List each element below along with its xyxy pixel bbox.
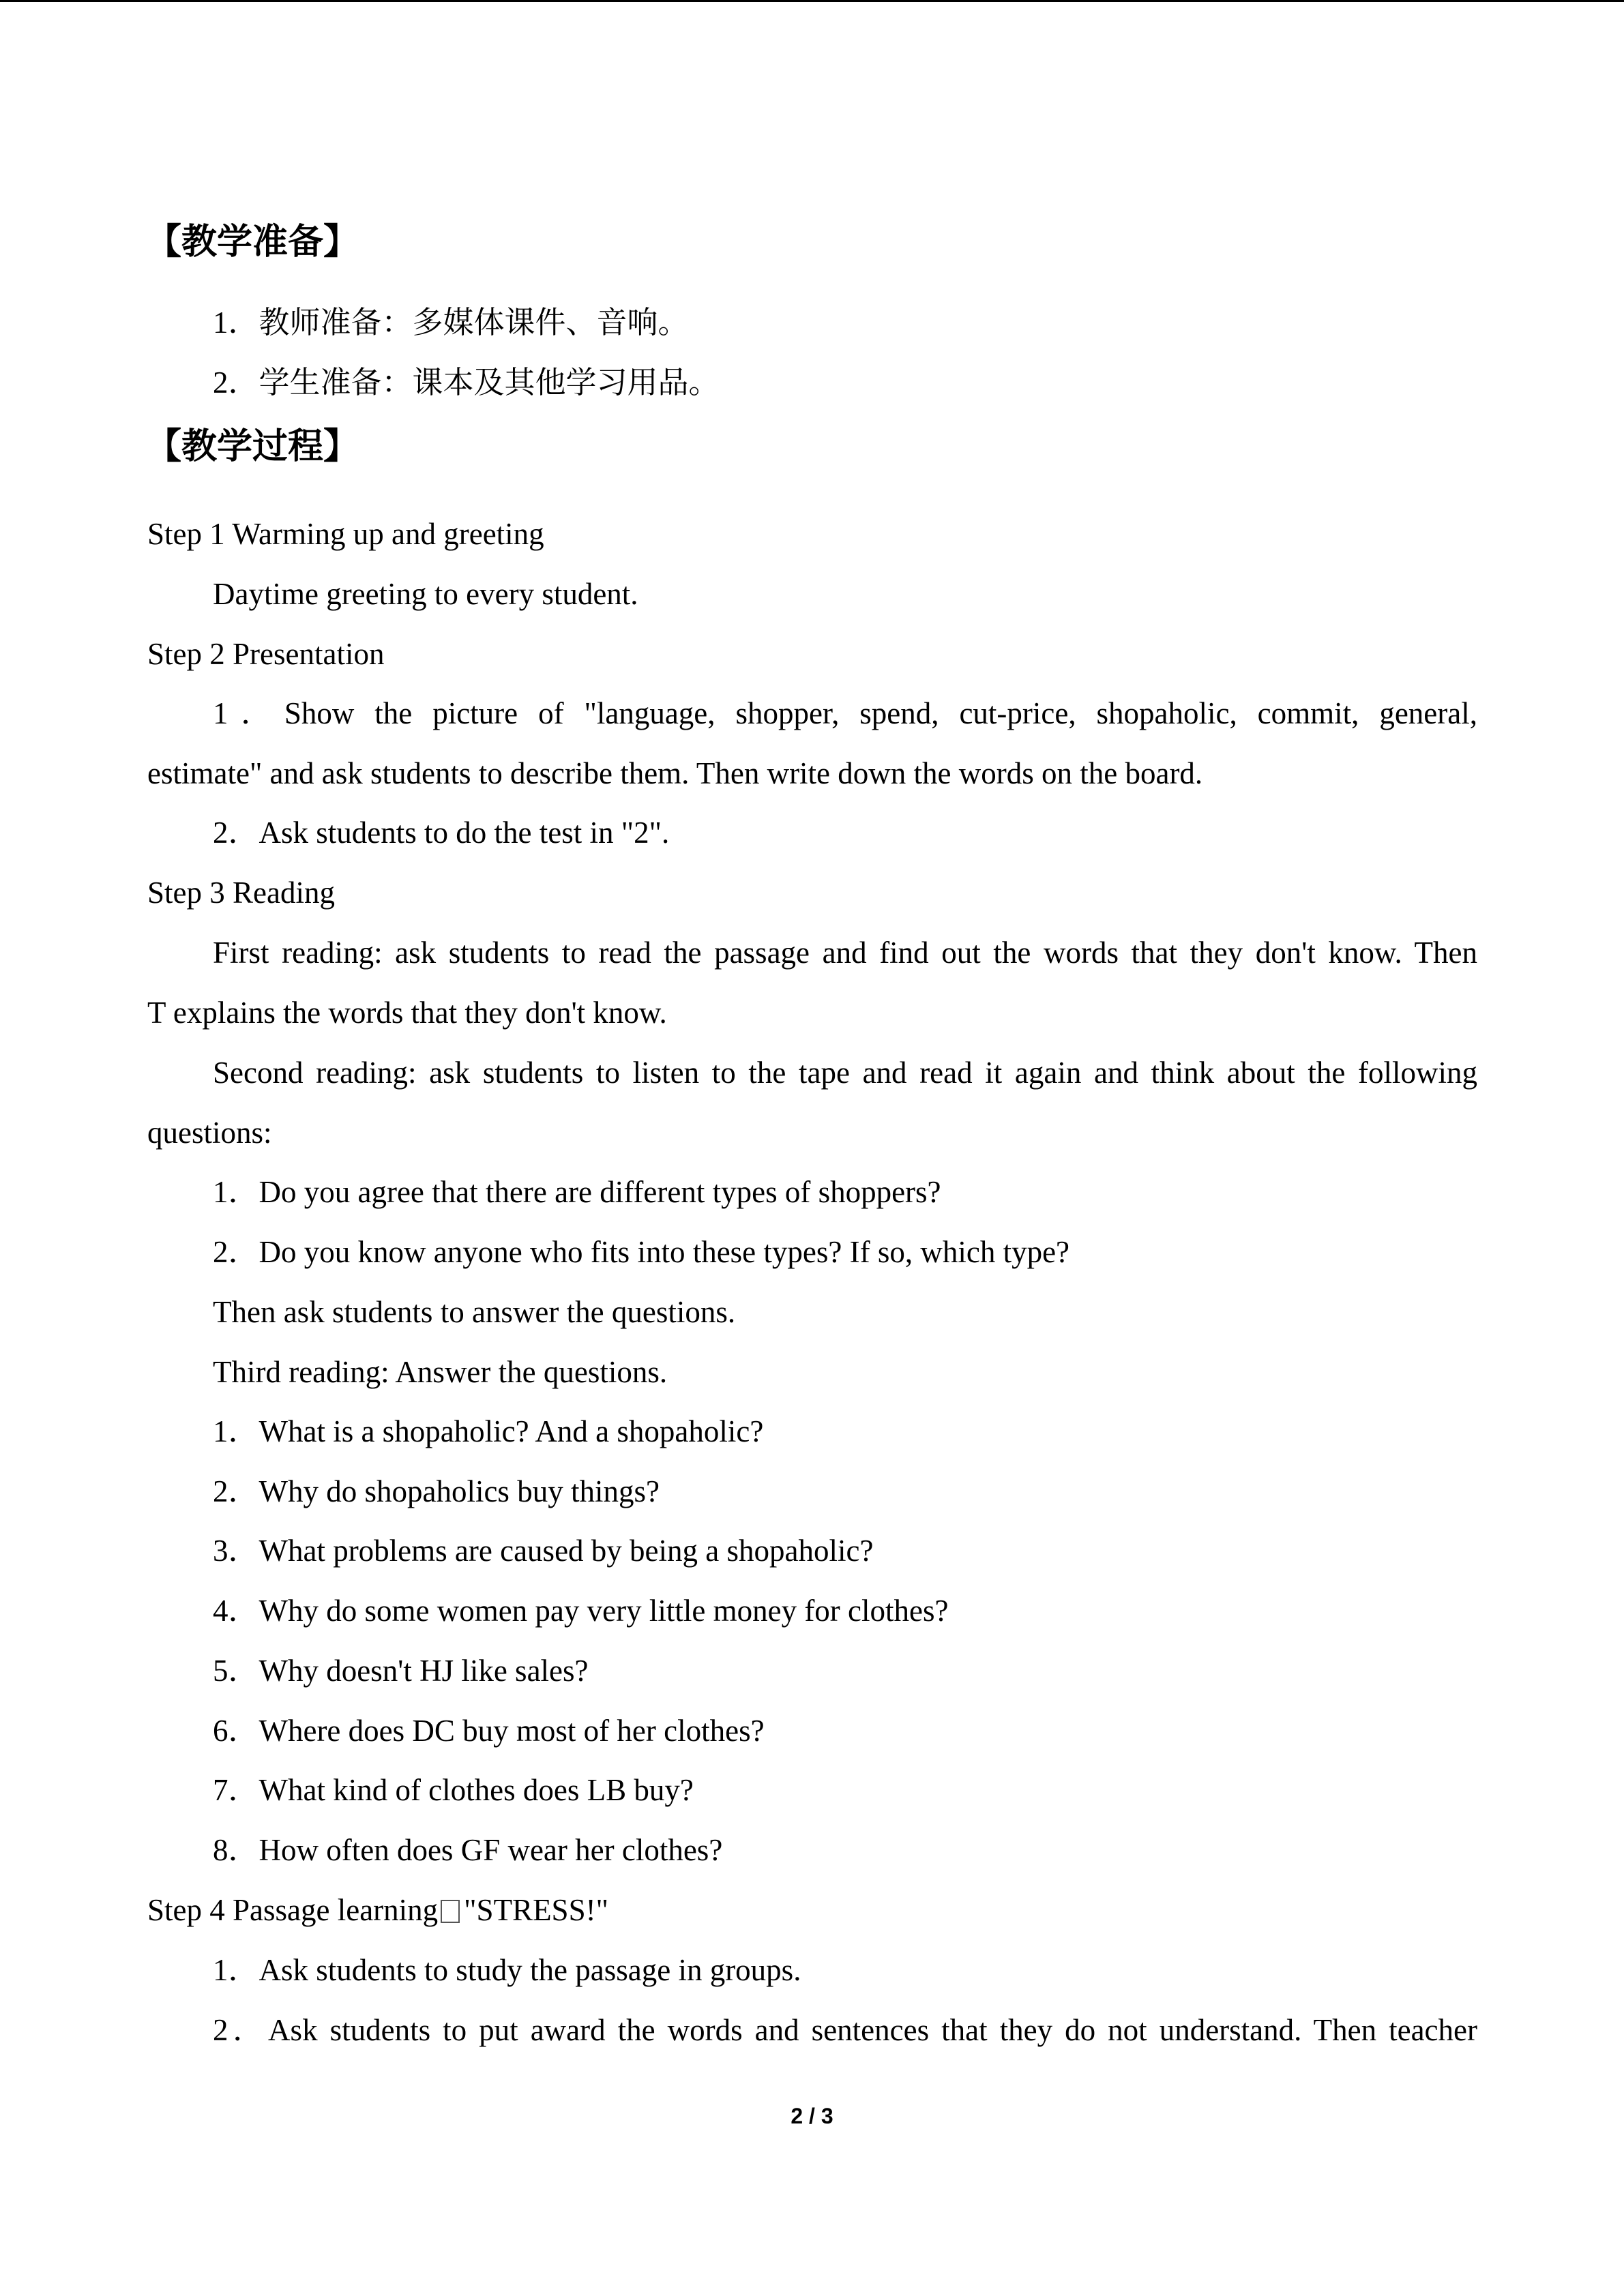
step4-title-suffix: "STRESS!" [464, 1893, 608, 1927]
step3-then: Then ask students to answer the questions. [213, 1295, 736, 1329]
step4-title [147, 1891, 608, 1929]
step3-first-line2: T explains the words that they don't know. [147, 996, 667, 1030]
second-question-2: 2．Do you know anyone who fits into these types? If so, which type? [213, 1235, 1070, 1269]
second-question-1: 1．Do you agree that there are different types of shoppers? [213, 1175, 941, 1209]
heading-teaching-process: 【教学过程】 [146, 426, 359, 467]
third-question-5: 5．Why doesn't HJ like sales? [213, 1654, 589, 1688]
third-question-8: 8．How often does GF wear her clothes? [213, 1833, 723, 1867]
step3-third: Third reading: Answer the questions. [213, 1355, 668, 1389]
step2-item1-line1: 1．Show the picture of "language, shopper, spend, cut-price, shopaholic, commit, general, [213, 696, 1477, 730]
step3-first-line1: First reading: ask students to read the passage and find out the words that they don't know. Then [213, 936, 1477, 970]
step3-second-line1: Second reading: ask students to listen to the tape and read it again and think about the following [213, 1056, 1477, 1090]
third-question-2: 2．Why do shopaholics buy things? [213, 1474, 660, 1508]
step3-second-line2: questions: [147, 1116, 272, 1150]
step4-item-1: 1．Ask students to study the passage in groups. [213, 1953, 801, 1987]
step4-title-prefix: Step 4 Passage learning [147, 1893, 439, 1927]
step3-title: Step 3 Reading [147, 876, 335, 910]
third-question-7: 7．What kind of clothes does LB buy? [213, 1773, 694, 1807]
third-question-3: 3．What problems are caused by being a shopaholic? [213, 1534, 874, 1568]
step2-item1-line2: estimate" and ask students to describe them. Then write down the words on the board. [147, 756, 1203, 790]
missing-glyph-box-icon [441, 1900, 460, 1923]
prep-item-2: 2．学生准备：课本及其他学习用品。 [213, 366, 720, 400]
step2-title: Step 2 Presentation [147, 637, 385, 671]
step4-item-2: 2．Ask students to put award the words and sentences that they do not understand. Then teacher [213, 2013, 1477, 2047]
prep-item-1: 1．教师准备：多媒体课件、音响。 [213, 305, 689, 340]
step1-text: Daytime greeting to every student. [213, 577, 638, 611]
step2-item2: 2．Ask students to do the test in "2". [213, 816, 670, 850]
third-question-4: 4．Why do some women pay very little money for clothes? [213, 1594, 949, 1628]
third-question-1: 1．What is a shopaholic? And a shopaholic? [213, 1414, 764, 1448]
step1-title: Step 1 Warming up and greeting [147, 517, 544, 551]
heading-teaching-preparation: 【教学准备】 [146, 222, 359, 263]
page-number: 2 / 3 [791, 2104, 833, 2128]
third-question-6: 6．Where does DC buy most of her clothes? [213, 1714, 765, 1748]
